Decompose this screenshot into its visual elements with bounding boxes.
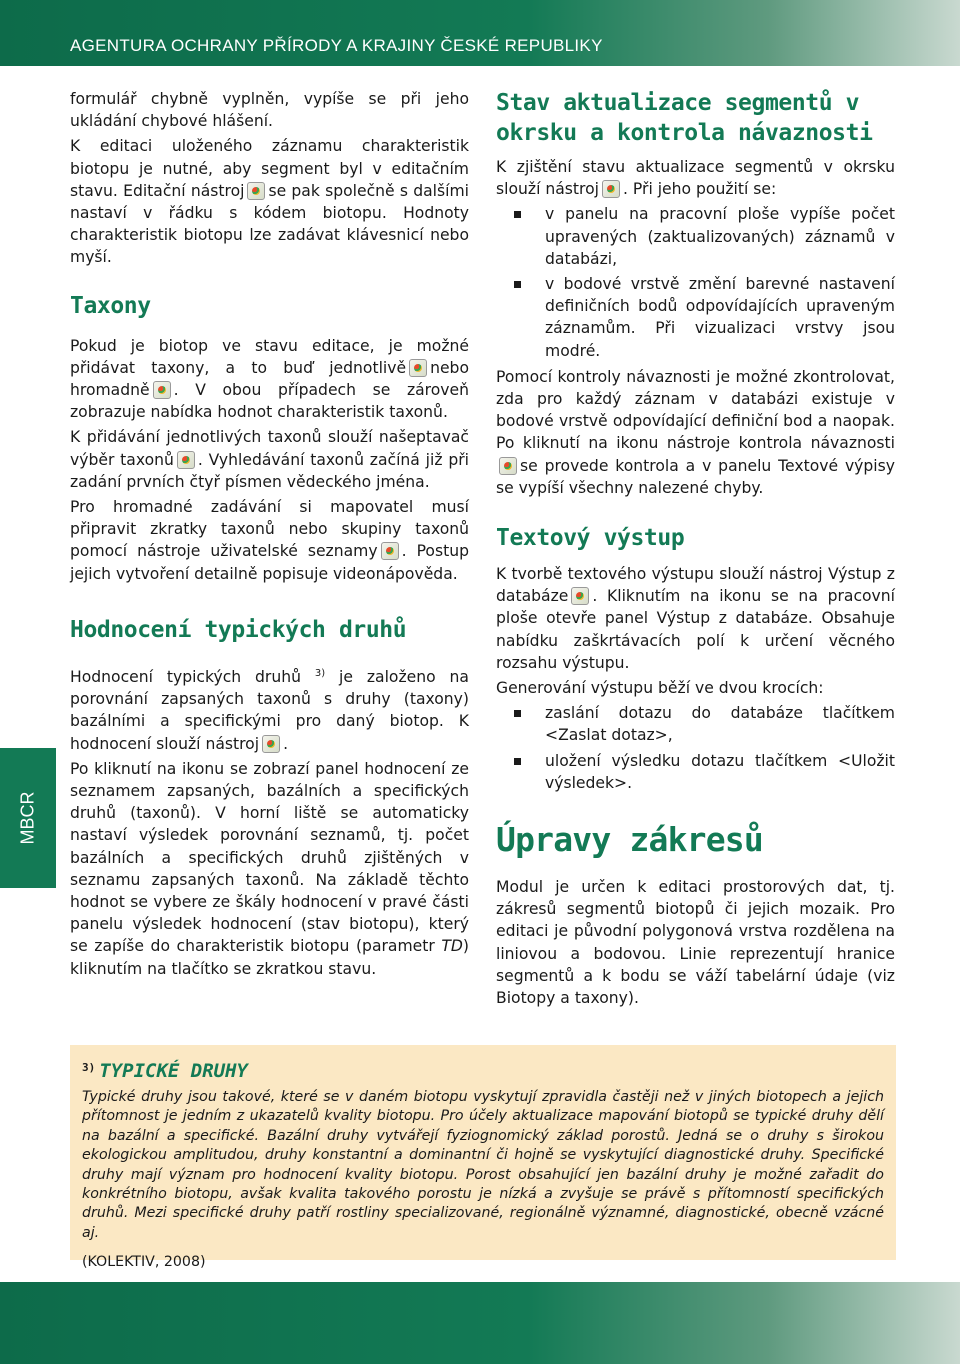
paragraph <box>496 563 895 674</box>
heading-upravy-zakresu: Úpravy zákresů <box>496 820 763 860</box>
text-run: K zjištění stavu aktualizace segmentů v okrsku slouží nástroj <box>496 158 895 199</box>
header-title: AGENTURA OCHRANY PŘÍRODY A KRAJINY ČESKÉ REPUBLIKY <box>70 36 603 55</box>
footnote-ref[interactable]: 3) <box>314 667 326 679</box>
text-run: se pak společně s dalšími nastaví v řádku s kódem biotopu. Hodnoty charakteristik biotopu lze zadávat klávesnicí nebo myší. <box>70 181 469 267</box>
edit-tool-icon[interactable] <box>247 182 265 200</box>
list-item: v bodové vrstvě změní barevné nastavení definičních bodů odpovídajících upraveným záznamům. Při vizualizaci vrstvy jsou modré. <box>496 273 895 362</box>
paragraph: formulář chybně vyplněn, vypíše se při jeho ukládání chybové hlášení. <box>70 90 469 131</box>
add-taxon-icon[interactable] <box>409 359 427 377</box>
text-run: K editaci uloženého záznamu charakteristik biotopu je nutné, aby segment byl v editačním stavu. Editační nástroj <box>70 137 469 200</box>
text-run: se provede kontrola a v panelu Textové výpisy se vypíší všechny nalezené chyby. <box>496 456 895 497</box>
heading-textovy-vystup: Textový výstup <box>496 525 685 552</box>
left-column <box>70 88 469 983</box>
paragraph <box>496 156 895 200</box>
bullet-list <box>496 203 895 361</box>
text-run: . Kliknutím na ikonu se na pracovní ploše otevře panel Výstup z databáze. Obsahuje nabídku zaškrtávacích polí k určení věcného rozsahu výstupu. <box>496 587 895 672</box>
footnote-text: Typické druhy jsou takové, které se v daném biotopu vyskytují zpravidla častěji než v jiných biotopech a jejich přítomnost je jedním z ukazatelů kvality biotopu. Pro účely aktualizace mapování biotopů se typické druhy dělí na bazální a specifické. Bazální druhy vytvářejí fyziognomický základ porostů. Jedná se o druhy s širokou ekologickou amplitudou, druhy konstantní a dominantní či hojně se vyskytující diagnostické druhy. Specifické druhy mají význam pro hodnocení kvality biotopu. Porost obsahující jen bazální druhy je možné zařadit do konkrétního biotopu, avšak kvalita takového porostu je nízká a zvyšuje se právě s přítomností specifických druhů. Mezi specifické druhy patří rostliny specializované, regionálně významné, diagnostické, obecně vzácné aj. <box>82 1089 884 1241</box>
text-run: . Vyhledávání taxonů začíná již při zadání prvních čtyř písmen vědeckého jména. <box>70 450 469 491</box>
text-run: je založeno na porovnání zapsaných taxonů s druhy (taxony) bazálními a specifickými pro daný biotop. K hodnocení slouží nástroj <box>70 668 469 753</box>
text-run: K tvorbě textového výstupu slouží nástroj Výstup z databáze <box>496 565 895 606</box>
paragraph <box>70 758 469 980</box>
list-item: v panelu na pracovní ploše vypíše počet upravených (zaktualizovaných) záznamů v databázi, <box>496 203 895 270</box>
paragraph <box>70 135 469 268</box>
paragraph: Generování výstupu běží ve dvou krocích: <box>496 679 824 698</box>
heading-taxony: Taxony <box>70 292 151 319</box>
text-run: Po kliknutí na ikonu se zobrazí panel hodnocení ze seznamem zapsaných, bazálních a specifických druhů (taxonů). V horní liště se automaticky nastaví výsledek porovnání seznamů, tj. počet bazálních a specifických druhů zjištěných v seznamu zapsaných taxonů. Na základě těchto hodnot se vybere ze škály hodnocení v pravé části panelu výsledek hodnocení (stav biotopu), který se zapíše do charakteristik biotopu (parametr <box>70 759 469 956</box>
text-run: . <box>283 734 289 753</box>
paragraph <box>70 426 469 493</box>
text-run: Pokud je biotop ve stavu editace, je možné přidávat taxony, a to buď jednotlivě <box>70 336 469 377</box>
heading-stav-aktualizace: Stav aktualizace segmentů v okrsku a kontrola návaznosti <box>496 90 873 146</box>
footnote-citation: (KOLEKTIV, 2008) <box>82 1254 206 1271</box>
taxon-picker-icon[interactable] <box>177 451 195 469</box>
list-item: zaslání dotazu do databáze tlačítkem <Zaslat dotaz>, <box>496 702 895 746</box>
paragraph <box>496 366 895 499</box>
side-tab <box>0 748 56 888</box>
footnote-title-text: TYPICKÉ DRUHY <box>99 1060 248 1082</box>
heading-hodnoceni: Hodnocení typických druhů <box>70 616 407 643</box>
list-item: uložení výsledku dotazu tlačítkem <Uložit výsledek>. <box>496 750 895 794</box>
text-run: nebo hromadně <box>70 358 469 400</box>
typical-species-tool-icon[interactable] <box>262 735 280 753</box>
paragraph <box>70 663 469 755</box>
footnote-box <box>70 1045 896 1271</box>
text-run: K přidávání jednotlivých taxonů slouží našeptavač výběr taxonů <box>70 428 469 469</box>
page-footer <box>0 1282 960 1364</box>
database-output-icon[interactable] <box>571 587 589 605</box>
text-run: . V obou případech se zároveň zobrazuje nabídka hodnot charakteristik taxonů. <box>70 381 469 422</box>
text-run: Pomocí kontroly návaznosti je možné zkontrolovat, zda pro každý záznam v databázi existuje v bodové vrstvě odpovídající definiční bod a naopak. Po kliknutí na ikonu nástroje kontrola návaznosti <box>496 367 895 453</box>
user-lists-icon[interactable] <box>381 542 399 560</box>
page-header <box>0 0 960 66</box>
paragraph: Modul je určen k editaci prostorových dat, tj. zákresů segmentů biotopů či jejich mozaik. Pro editaci je původní polygonová vrstva rozdělena na liniovou a bodovou. Linie reprezentují hranice segmentů a k bodu se váží tabelární údaje (viz Biotopy a taxony). <box>496 878 895 1008</box>
paragraph <box>70 496 469 585</box>
paragraph <box>70 335 469 424</box>
right-column <box>496 88 895 1012</box>
bulk-add-taxa-icon[interactable] <box>153 381 171 399</box>
bullet-list <box>496 702 895 794</box>
side-tab-label: MBCR <box>17 791 38 845</box>
update-status-icon[interactable] <box>602 180 620 198</box>
text-run: Hodnocení typických druhů <box>70 668 301 687</box>
text-run: Pro hromadné zadávání si mapovatel musí připravit zkratky taxonů nebo skupiny taxonů pomocí nástroje uživatelské seznamy <box>70 498 469 561</box>
text-run: . Postup jejich vytvoření detailně popisuje videonápověda. <box>70 542 469 583</box>
parameter-name: TD <box>441 937 463 956</box>
footnote-title <box>82 1057 884 1082</box>
text-run: . Při jeho použití se: <box>622 180 777 199</box>
text-run: ) kliknutím na tlačítko se zkratkou stavu. <box>70 937 469 978</box>
footnote-number: 3) <box>82 1061 96 1074</box>
continuity-check-icon[interactable] <box>499 457 517 475</box>
